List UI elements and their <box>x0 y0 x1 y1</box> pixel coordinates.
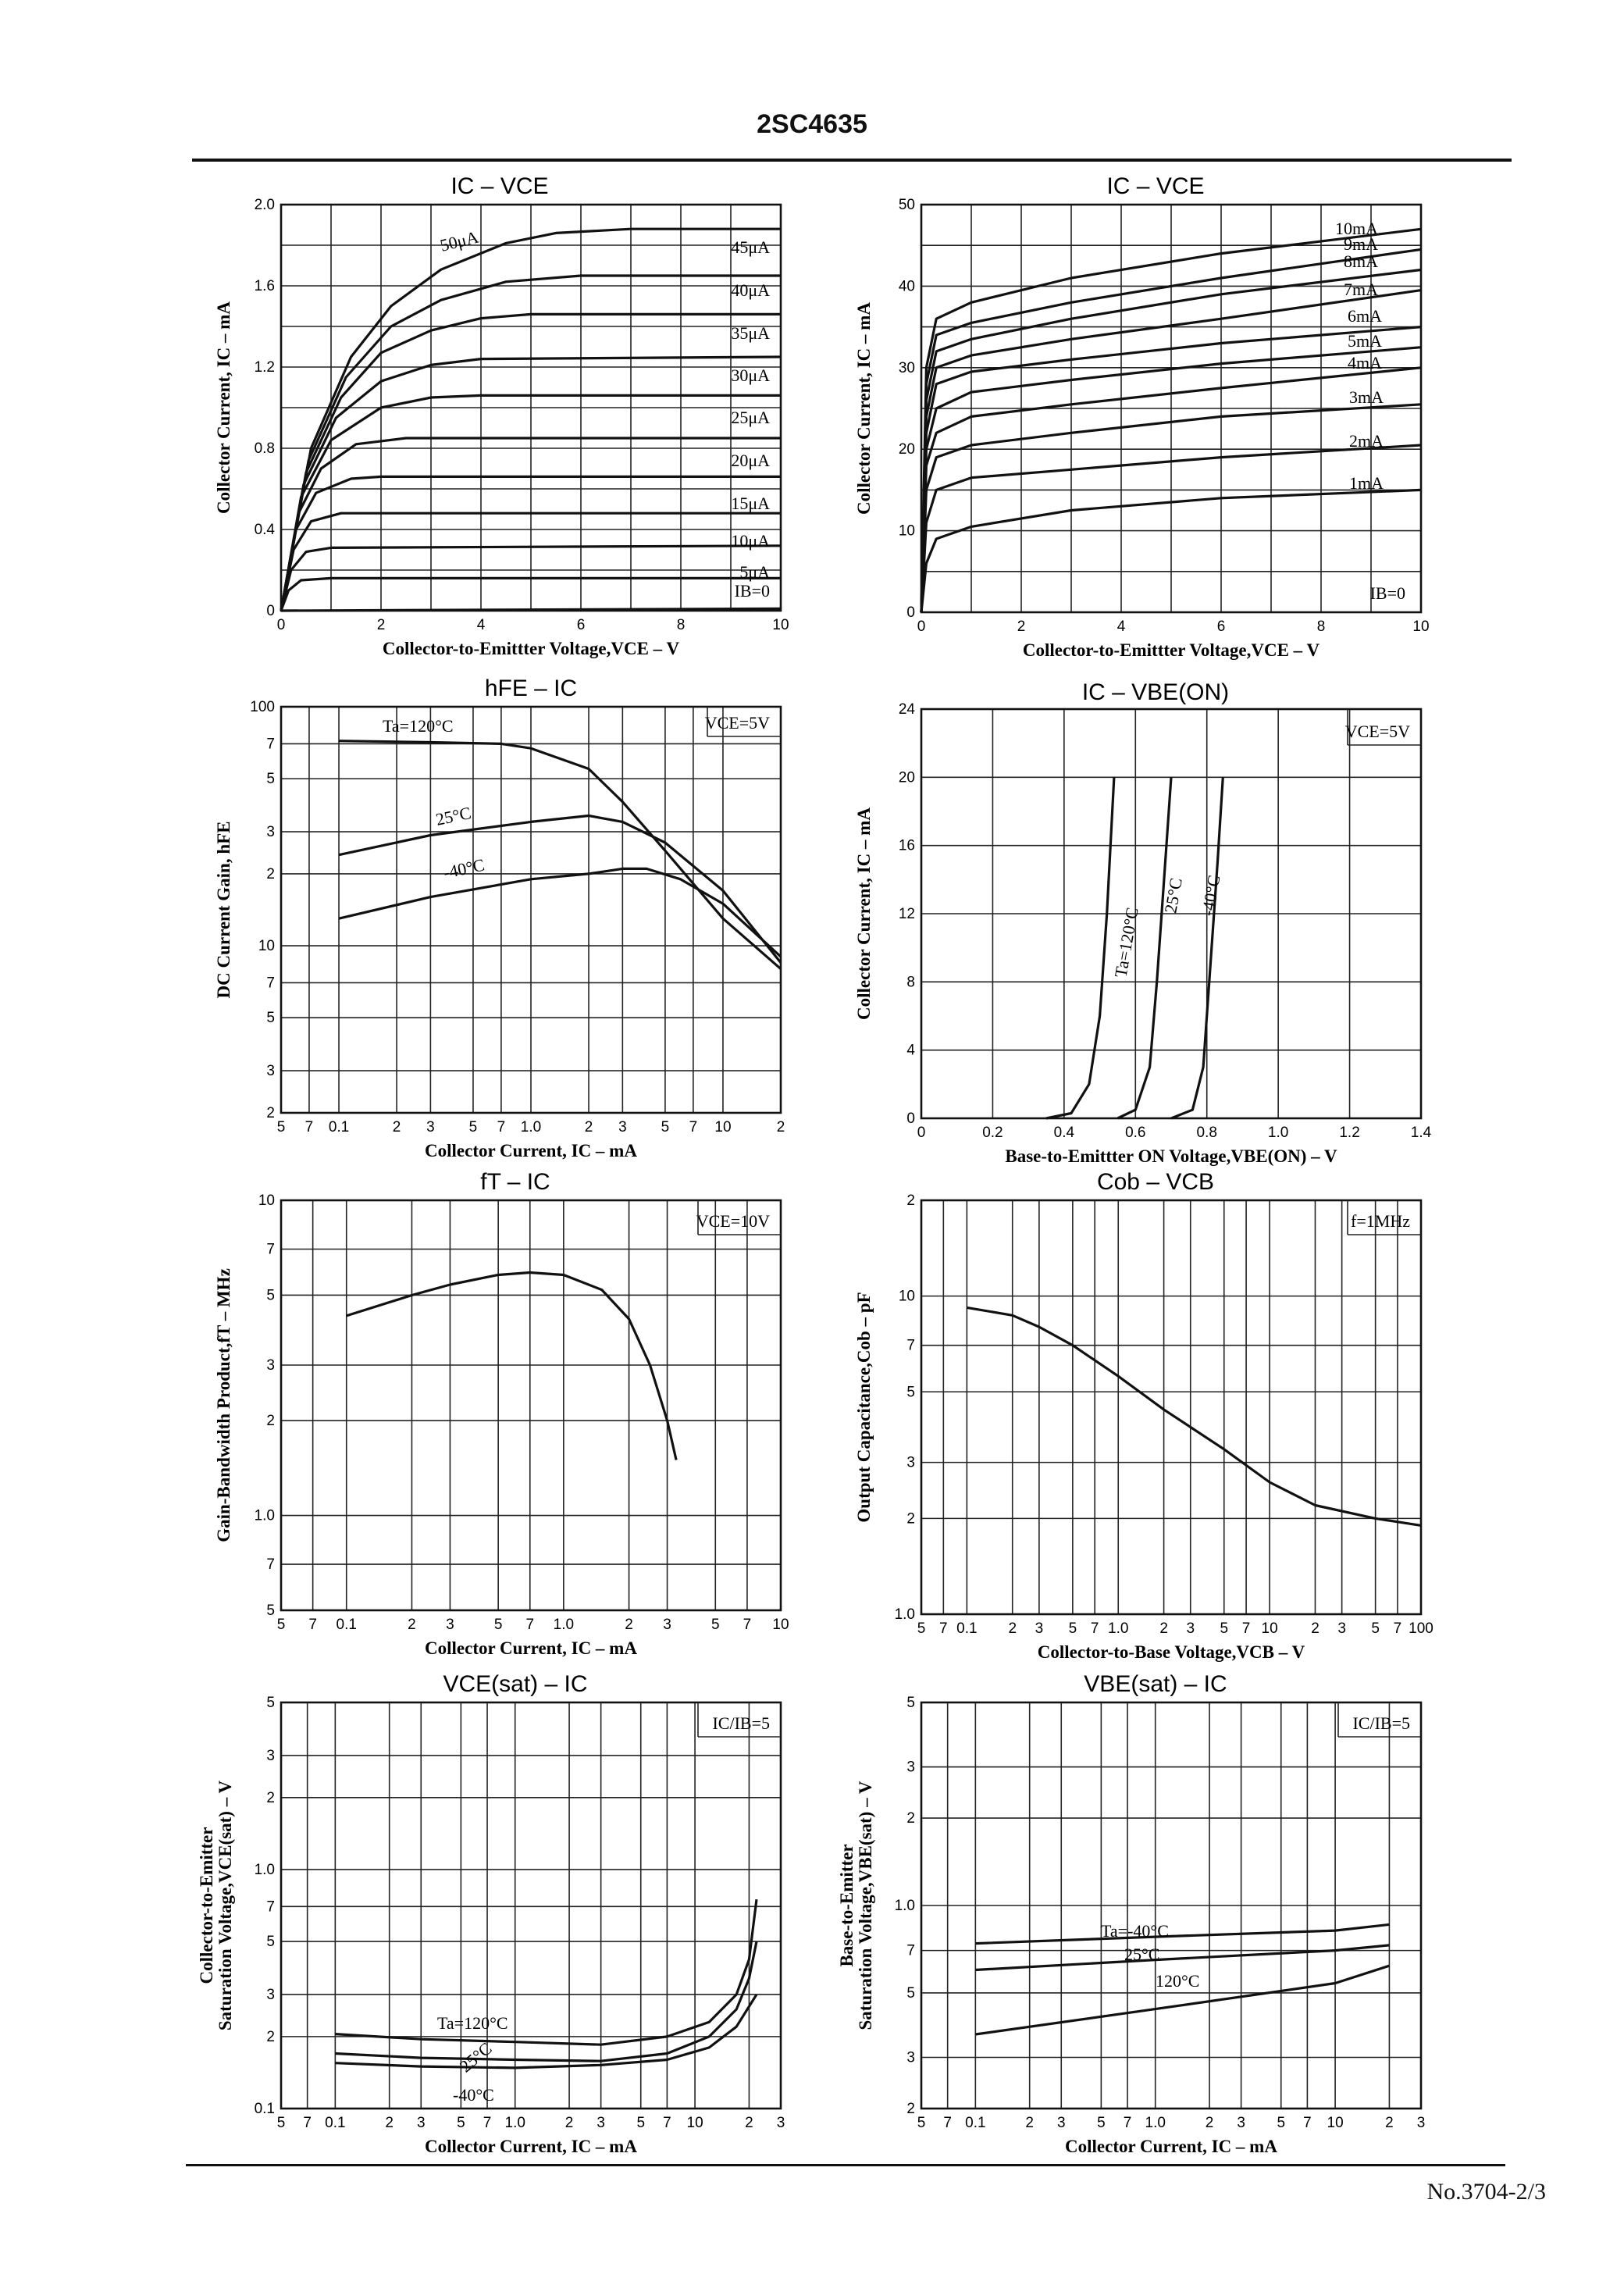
y-tick-label: 5 <box>906 1695 915 1711</box>
series-line <box>1171 777 1223 1118</box>
curve-label: 50μA <box>438 226 481 255</box>
x-tick-label: 0.1 <box>328 1119 350 1135</box>
curve-label: 1mA <box>1349 473 1384 493</box>
y-tick-label: 7 <box>266 1898 275 1916</box>
condition-note: VCE=10V <box>696 1211 770 1231</box>
curve-label: 40μA <box>731 280 770 300</box>
y-tick-label: 5 <box>266 1695 275 1711</box>
y-tick-label: 10 <box>258 938 275 955</box>
curve-label: 15μA <box>731 494 770 513</box>
x-tick-label: 5 <box>917 2115 926 2131</box>
x-tick-label: 7 <box>689 1119 698 1135</box>
x-tick-label: 1.0 <box>504 2115 525 2131</box>
chart-c7 <box>195 1656 804 2171</box>
y-tick-label: 7 <box>266 975 275 992</box>
x-tick-label: 8 <box>1316 619 1326 635</box>
x-tick-label: 7 <box>743 1617 752 1633</box>
curve-label: 5μA <box>739 562 770 582</box>
curve-label: 35μA <box>731 323 770 343</box>
x-tick-label: 3 <box>776 2115 785 2131</box>
x-tick-label: 2 <box>1311 1620 1320 1637</box>
y-tick-label: 3 <box>906 2049 915 2066</box>
x-axis-label: Collector Current, IC – mA <box>425 1638 637 1658</box>
y-tick-label: 5 <box>906 1384 915 1401</box>
y-tick-label: 0 <box>906 604 915 621</box>
x-axis-label: Base-to-Emittter ON Voltage,VBE(ON) – V <box>1005 1146 1337 1166</box>
curve-label: IB=0 <box>734 581 770 601</box>
plot-group <box>214 173 789 658</box>
x-tick-label: 1.4 <box>1410 1125 1432 1141</box>
x-tick-label: 1.0 <box>520 1119 542 1135</box>
x-tick-label: 100 <box>1409 1620 1433 1637</box>
chart-title: IC – VCE <box>1106 173 1205 199</box>
x-tick-label: 2 <box>564 2115 574 2131</box>
x-tick-label: 5 <box>276 1119 286 1135</box>
y-axis-label: Output Capacitance,Cob – pF <box>854 1292 874 1523</box>
y-tick-label: 3 <box>266 1063 275 1080</box>
curve-label: 25°C <box>455 2038 496 2077</box>
y-tick-label: 30 <box>898 359 915 376</box>
x-tick-label: 7 <box>497 1119 506 1135</box>
x-tick-label: 10 <box>1327 2115 1344 2131</box>
y-tick-label: 3 <box>266 1356 275 1374</box>
x-axis-label: Collector-to-Base Voltage,VCB – V <box>1037 1642 1305 1662</box>
curve-label: 25μA <box>731 408 770 427</box>
curve-label: 30μA <box>731 365 770 385</box>
curve-label: -40°C <box>441 854 486 882</box>
y-tick-label: 2 <box>906 1510 915 1528</box>
series-line <box>347 1273 676 1460</box>
y-tick-label: 0.1 <box>254 2101 275 2117</box>
x-tick-label: 2 <box>385 2115 394 2131</box>
condition-note: VCE=5V <box>1344 722 1410 741</box>
chart-title: fT – IC <box>480 1169 550 1195</box>
y-axis-label: Gain-Bandwidth Product,fT – MHz <box>214 1268 233 1542</box>
y-tick-label: 20 <box>898 769 915 786</box>
y-tick-label: 1.0 <box>254 1507 275 1524</box>
chart-c2 <box>835 158 1444 675</box>
curve-label: 25°C <box>433 802 473 829</box>
chart-c1 <box>195 158 804 673</box>
y-tick-label: 2 <box>906 1810 915 1827</box>
plot-group <box>854 1169 1433 1662</box>
x-tick-label: 3 <box>1186 1620 1195 1637</box>
x-tick-label: 7 <box>939 1620 948 1637</box>
x-tick-label: 5 <box>636 2115 646 2131</box>
series-line <box>975 1945 1389 1970</box>
x-tick-label: 3 <box>663 1617 671 1633</box>
x-tick-label: 3 <box>1237 2115 1245 2131</box>
y-tick-label: 5 <box>906 1984 915 2002</box>
curve-label: IB=0 <box>1369 583 1405 603</box>
page-title: 2SC4635 <box>757 109 867 139</box>
y-tick-label: 1.2 <box>254 359 275 376</box>
chart-c8 <box>835 1656 1444 2171</box>
y-tick-label: 5 <box>266 1010 275 1027</box>
x-tick-label: 7 <box>1123 2115 1132 2131</box>
y-axis-label-line1: Base-to-Emitter <box>837 1844 857 1967</box>
y-axis-label-line2: Saturation Voltage,VCE(sat) – V <box>215 1780 235 2031</box>
curve-label: 8mA <box>1344 251 1378 271</box>
curve-label: -40°C <box>1197 873 1224 918</box>
x-axis-label: Collector Current, IC – mA <box>425 1141 637 1160</box>
y-axis-label: Collector Current, IC – mA <box>854 302 874 515</box>
x-axis-label: Collector Current, IC – mA <box>425 2137 637 2156</box>
x-tick-label: 0 <box>917 1125 926 1141</box>
y-tick-label: 0.8 <box>254 440 275 457</box>
y-tick-label: 100 <box>250 699 275 715</box>
x-tick-label: 5 <box>1220 1620 1229 1637</box>
x-tick-label: 10 <box>714 1119 732 1135</box>
y-tick-label: 5 <box>266 1602 275 1619</box>
curve-label: 10mA <box>1335 219 1378 238</box>
y-tick-label: 10 <box>898 1288 915 1305</box>
y-tick-label: 2.0 <box>254 197 275 213</box>
y-tick-label: 16 <box>898 837 915 854</box>
x-tick-label: 3 <box>1416 2115 1426 2131</box>
series-line <box>335 1899 757 2044</box>
y-tick-label: 5 <box>266 771 275 788</box>
y-tick-label: 3 <box>266 1986 275 2003</box>
x-tick-label: 7 <box>303 2115 312 2131</box>
x-tick-label: 3 <box>416 2115 426 2131</box>
y-tick-label: 2 <box>266 1789 275 1806</box>
chart-title: hFE – IC <box>484 676 578 701</box>
curve-label: 2mA <box>1349 431 1384 451</box>
x-tick-label: 2 <box>1205 2115 1214 2131</box>
curve-label: 9mA <box>1344 234 1378 254</box>
curve-label: 7mA <box>1344 280 1378 299</box>
curve-label: Ta=120°C <box>1110 905 1142 979</box>
x-tick-label: 7 <box>483 2115 492 2131</box>
x-tick-label: 3 <box>446 1617 454 1633</box>
condition-note: f=1MHz <box>1351 1211 1410 1231</box>
x-tick-label: 0.1 <box>956 1620 978 1637</box>
curve-label: 25°C <box>1124 1945 1160 1964</box>
curve-label: Ta=120°C <box>437 2013 508 2033</box>
y-axis-label-line2: Saturation Voltage,VBE(sat) – V <box>856 1781 875 2030</box>
x-tick-label: 3 <box>1337 1620 1346 1637</box>
x-tick-label: 1.0 <box>553 1617 575 1633</box>
x-tick-label: 6 <box>576 617 586 633</box>
chart-title: IC – VCE <box>451 173 549 199</box>
series-line <box>339 816 781 963</box>
x-axis-label: Collector-to-Emittter Voltage,VCE – V <box>382 639 680 658</box>
x-tick-label: 8 <box>676 617 686 633</box>
series-line <box>1046 777 1114 1118</box>
curve-label: -40°C <box>453 2085 494 2105</box>
x-tick-label: 2 <box>745 2115 753 2131</box>
y-tick-label: 10 <box>898 522 915 540</box>
x-tick-label: 1.2 <box>1339 1125 1360 1141</box>
y-axis-label-line1: Collector-to-Emitter <box>197 1827 216 1984</box>
x-tick-label: 0 <box>276 617 286 633</box>
y-tick-label: 8 <box>906 974 915 991</box>
curve-label: 5mA <box>1348 331 1382 351</box>
x-tick-label: 5 <box>661 1119 670 1135</box>
x-tick-label: 2 <box>392 1119 401 1135</box>
x-tick-label: 5 <box>917 1620 926 1637</box>
x-tick-label: 2 <box>584 1119 593 1135</box>
y-tick-label: 50 <box>898 197 915 213</box>
x-tick-label: 7 <box>943 2115 952 2131</box>
x-tick-label: 5 <box>468 1119 478 1135</box>
y-tick-label: 7 <box>906 1337 915 1354</box>
x-tick-label: 5 <box>276 2115 286 2131</box>
x-tick-label: 0.1 <box>965 2115 986 2131</box>
x-tick-label: 2 <box>776 1119 785 1135</box>
y-tick-label: 7 <box>266 1556 275 1574</box>
x-tick-label: 5 <box>1097 2115 1106 2131</box>
x-tick-label: 2 <box>408 1617 416 1633</box>
plot-group <box>837 1671 1425 2156</box>
x-tick-label: 5 <box>493 1617 503 1633</box>
y-tick-label: 10 <box>258 1192 275 1209</box>
y-tick-label: 2 <box>906 1192 915 1209</box>
x-tick-label: 5 <box>276 1617 286 1633</box>
x-tick-label: 0.4 <box>1053 1125 1075 1141</box>
x-tick-label: 2 <box>1159 1620 1168 1637</box>
x-tick-label: 3 <box>426 1119 435 1135</box>
plot-frame <box>281 1200 781 1610</box>
series-line <box>975 1924 1389 1943</box>
x-tick-label: 0.2 <box>982 1125 1003 1141</box>
y-tick-label: 1.6 <box>254 278 275 294</box>
y-tick-label: 2 <box>266 1413 275 1430</box>
curve-label: 4mA <box>1348 353 1382 373</box>
page-number: No.3704-2/3 <box>1426 2179 1546 2205</box>
curve-label: 45μA <box>731 237 770 257</box>
x-tick-label: 3 <box>597 2115 605 2131</box>
x-tick-label: 5 <box>1371 1620 1380 1637</box>
x-tick-label: 7 <box>525 1617 535 1633</box>
curve-label: Ta=120°C <box>383 716 454 736</box>
plot-group <box>214 1169 789 1658</box>
x-tick-label: 7 <box>663 2115 671 2131</box>
plot-group <box>854 173 1430 660</box>
x-tick-label: 2 <box>1017 619 1026 635</box>
curve-label: 25°C <box>1160 876 1186 915</box>
series-line <box>339 868 781 957</box>
x-tick-label: 5 <box>710 1617 720 1633</box>
y-tick-label: 24 <box>898 701 915 718</box>
x-tick-label: 6 <box>1216 619 1226 635</box>
y-tick-label: 7 <box>906 1942 915 1959</box>
condition-note: IC/IB=5 <box>712 1713 770 1733</box>
curve-label: Ta=-40°C <box>1101 1921 1169 1941</box>
x-tick-label: 1.0 <box>1145 2115 1166 2131</box>
x-tick-label: 7 <box>1393 1620 1402 1637</box>
chart-c5 <box>195 1153 804 1673</box>
x-tick-label: 5 <box>1277 2115 1286 2131</box>
x-tick-label: 5 <box>1068 1620 1077 1637</box>
y-axis-label: Collector Current, IC – mA <box>214 301 233 514</box>
x-tick-label: 7 <box>1303 2115 1312 2131</box>
y-tick-label: 4 <box>906 1042 915 1059</box>
y-tick-label: 0.4 <box>254 522 275 538</box>
x-tick-label: 7 <box>304 1119 314 1135</box>
curve-label: 6mA <box>1348 306 1382 326</box>
y-tick-label: 7 <box>266 1241 275 1258</box>
x-tick-label: 10 <box>772 617 789 633</box>
x-tick-label: 2 <box>1025 2115 1034 2131</box>
x-tick-label: 3 <box>618 1119 627 1135</box>
y-tick-label: 20 <box>898 441 915 458</box>
x-tick-label: 4 <box>1116 619 1126 635</box>
chart-title: VBE(sat) – IC <box>1084 1671 1227 1697</box>
y-tick-label: 0 <box>906 1110 915 1127</box>
x-tick-label: 2 <box>1385 2115 1394 2131</box>
x-tick-label: 7 <box>1241 1620 1251 1637</box>
y-tick-label: 7 <box>266 736 275 753</box>
curve-label: 3mA <box>1349 387 1384 407</box>
y-axis-label: DC Current Gain, hFE <box>214 821 233 999</box>
x-tick-label: 0.8 <box>1196 1125 1217 1141</box>
x-tick-label: 0 <box>917 619 926 635</box>
y-tick-label: 2 <box>906 2101 915 2117</box>
y-tick-label: 3 <box>906 1759 915 1776</box>
curve-label: 20μA <box>731 451 770 470</box>
x-tick-label: 10 <box>686 2115 703 2131</box>
x-tick-label: 1.0 <box>1108 1620 1129 1637</box>
x-tick-label: 1.0 <box>1267 1125 1289 1141</box>
y-tick-label: 2 <box>266 2028 275 2045</box>
y-tick-label: 3 <box>266 824 275 841</box>
x-tick-label: 7 <box>1090 1620 1099 1637</box>
y-tick-label: 3 <box>266 1747 275 1764</box>
y-tick-label: 12 <box>898 906 915 922</box>
condition-note: VCE=5V <box>704 713 770 733</box>
plot-group <box>854 679 1432 1166</box>
chart-c6 <box>835 1153 1444 1677</box>
plot-frame <box>921 1200 1421 1614</box>
x-tick-label: 2 <box>625 1617 633 1633</box>
x-tick-label: 2 <box>376 617 386 633</box>
y-tick-label: 5 <box>266 1934 275 1951</box>
condition-note: IC/IB=5 <box>1352 1713 1410 1733</box>
chart-title: Cob – VCB <box>1096 1169 1215 1195</box>
x-tick-label: 3 <box>1056 2115 1066 2131</box>
x-tick-label: 0.1 <box>325 2115 346 2131</box>
y-axis-label: Collector Current, IC – mA <box>854 807 874 1020</box>
y-tick-label: 5 <box>266 1287 275 1304</box>
chart-title: IC – VBE(ON) <box>1081 679 1230 705</box>
x-tick-label: 10 <box>772 1617 789 1633</box>
x-tick-label: 2 <box>1008 1620 1017 1637</box>
x-tick-label: 10 <box>1412 619 1430 635</box>
x-axis-label: Collector Current, IC – mA <box>1065 2137 1277 2156</box>
plot-group <box>197 1671 785 2156</box>
x-tick-label: 4 <box>476 617 486 633</box>
y-tick-label: 3 <box>906 1454 915 1471</box>
chart-c4 <box>835 662 1444 1181</box>
y-tick-label: 0 <box>266 603 275 619</box>
x-tick-label: 10 <box>1261 1620 1278 1637</box>
chart-c3 <box>195 660 804 1175</box>
y-tick-label: 1.0 <box>894 1898 915 1914</box>
y-tick-label: 1.0 <box>894 1606 915 1623</box>
x-tick-label: 0.1 <box>336 1617 357 1633</box>
x-tick-label: 5 <box>457 2115 465 2131</box>
y-tick-label: 40 <box>898 278 915 295</box>
x-tick-label: 0.6 <box>1125 1125 1146 1141</box>
series-line <box>339 741 781 969</box>
y-tick-label: 2 <box>266 865 275 882</box>
y-tick-label: 1.0 <box>254 1861 275 1878</box>
x-tick-label: 3 <box>1035 1620 1044 1637</box>
x-axis-label: Collector-to-Emittter Voltage,VCE – V <box>1022 640 1320 660</box>
chart-title: VCE(sat) – IC <box>443 1671 588 1697</box>
curve-label: 10μA <box>731 531 770 551</box>
x-tick-label: 7 <box>308 1617 317 1633</box>
curve-label: 120°C <box>1156 1971 1200 1991</box>
y-tick-label: 2 <box>266 1105 275 1121</box>
series-line <box>967 1307 1421 1525</box>
plot-group <box>214 676 785 1160</box>
